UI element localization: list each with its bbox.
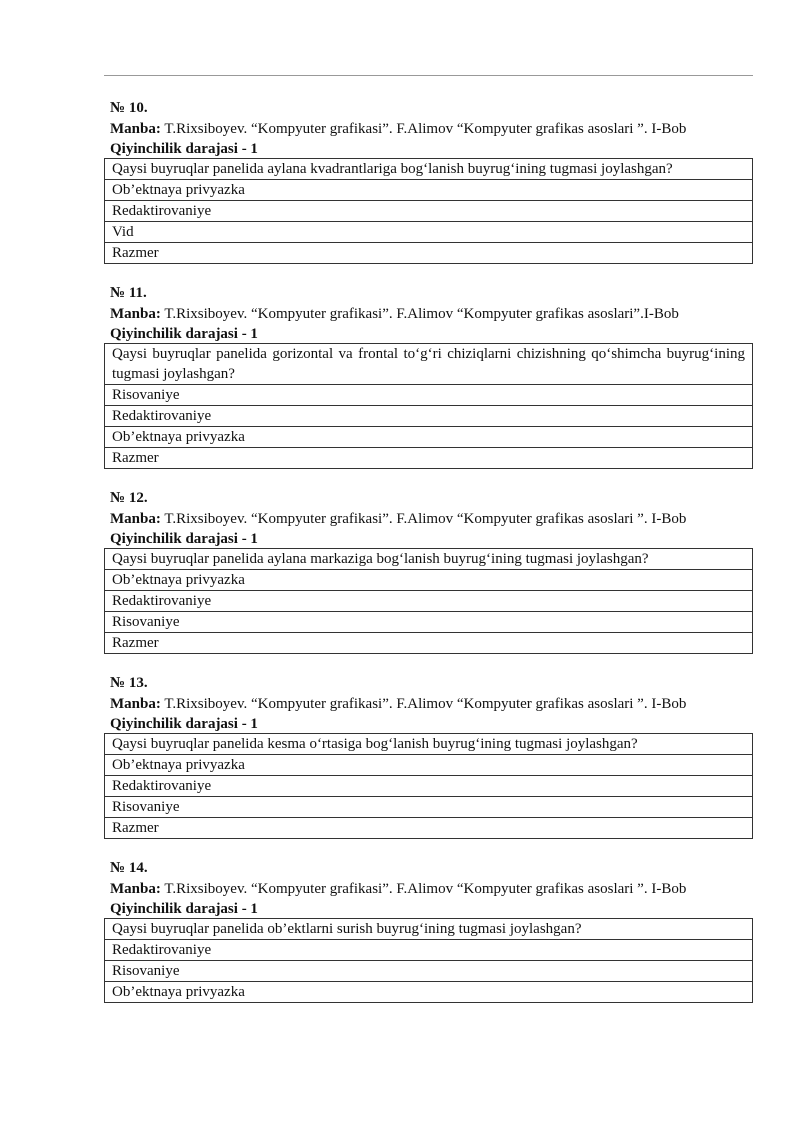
question-block xyxy=(110,672,753,839)
question-table xyxy=(104,733,753,839)
question-table xyxy=(104,918,753,1003)
question-row xyxy=(105,549,753,570)
answer-row xyxy=(105,570,753,591)
answer-row xyxy=(105,201,753,222)
source-text: T.Rixsiboyev. “Kompyuter grafikasi”. F.Alimov “Kompyuter grafikas asoslari”.I-Bob xyxy=(164,306,679,322)
question-row xyxy=(105,344,753,385)
question-source xyxy=(110,879,753,900)
answer-option: Ob’ektnaya privyazka xyxy=(105,427,753,448)
answer-option: Risovaniye xyxy=(105,961,753,982)
answer-row xyxy=(105,180,753,201)
question-table xyxy=(104,158,753,264)
question-row xyxy=(105,159,753,180)
question-number: № 14. xyxy=(110,860,148,876)
answer-row xyxy=(105,633,753,654)
answer-row xyxy=(105,818,753,839)
answer-row xyxy=(105,406,753,427)
question-source xyxy=(110,509,753,530)
answer-option: Ob’ektnaya privyazka xyxy=(105,180,753,201)
source-text: T.Rixsiboyev. “Kompyuter grafikasi”. F.Alimov “Kompyuter grafikas asoslari ”. I-Bob xyxy=(164,881,687,897)
answer-row xyxy=(105,940,753,961)
answer-row xyxy=(105,961,753,982)
answer-option: Ob’ektnaya privyazka xyxy=(105,755,753,776)
question-source xyxy=(110,304,753,325)
answer-row xyxy=(105,797,753,818)
answer-option: Redaktirovaniye xyxy=(105,406,753,427)
answer-row xyxy=(105,591,753,612)
source-text: T.Rixsiboyev. “Kompyuter grafikasi”. F.Alimov “Kompyuter grafikas asoslari ”. I-Bob xyxy=(164,121,687,137)
answer-option: Risovaniye xyxy=(105,385,753,406)
answer-option: Redaktirovaniye xyxy=(105,776,753,797)
question-number: № 10. xyxy=(110,100,148,116)
question-row xyxy=(105,919,753,940)
question-number: № 13. xyxy=(110,675,148,691)
answer-row xyxy=(105,776,753,797)
answer-option: Razmer xyxy=(105,243,753,264)
answer-row xyxy=(105,222,753,243)
answer-option: Razmer xyxy=(105,818,753,839)
question-table xyxy=(104,343,753,469)
answer-option: Risovaniye xyxy=(105,797,753,818)
source-label: Manba: xyxy=(110,121,161,137)
question-source xyxy=(110,119,753,140)
question-block xyxy=(110,282,753,469)
difficulty-level: Qiyinchilik darajasi - 1 xyxy=(110,716,258,732)
answer-row xyxy=(105,385,753,406)
question-table xyxy=(104,548,753,654)
difficulty-level: Qiyinchilik darajasi - 1 xyxy=(110,531,258,547)
answer-option: Redaktirovaniye xyxy=(105,591,753,612)
source-label: Manba: xyxy=(110,511,161,527)
answer-option: Razmer xyxy=(105,448,753,469)
difficulty-level: Qiyinchilik darajasi - 1 xyxy=(110,326,258,342)
answer-option: Vid xyxy=(105,222,753,243)
answer-option: Redaktirovaniye xyxy=(105,940,753,961)
answer-row xyxy=(105,755,753,776)
question-block xyxy=(110,487,753,654)
question-block xyxy=(110,97,753,264)
source-label: Manba: xyxy=(110,881,161,897)
answer-option: Ob’ektnaya privyazka xyxy=(105,570,753,591)
answer-option: Redaktirovaniye xyxy=(105,201,753,222)
answer-row xyxy=(105,448,753,469)
difficulty-level: Qiyinchilik darajasi - 1 xyxy=(110,901,258,917)
source-label: Manba: xyxy=(110,306,161,322)
question-number: № 11. xyxy=(110,285,147,301)
question-text: Qaysi buyruqlar panelida ob’ektlarni surish buyrug‘ining tugmasi joylashgan? xyxy=(105,919,753,940)
answer-option: Ob’ektnaya privyazka xyxy=(105,982,753,1003)
answer-option: Risovaniye xyxy=(105,612,753,633)
question-text: Qaysi buyruqlar panelida kesma o‘rtasiga bog‘lanish buyrug‘ining tugmasi joylashgan? xyxy=(105,734,753,755)
answer-row xyxy=(105,612,753,633)
answer-row xyxy=(105,427,753,448)
question-row xyxy=(105,734,753,755)
source-label: Manba: xyxy=(110,696,161,712)
question-block xyxy=(110,857,753,1003)
source-text: T.Rixsiboyev. “Kompyuter grafikasi”. F.Alimov “Kompyuter grafikas asoslari ”. I-Bob xyxy=(164,696,687,712)
source-text: T.Rixsiboyev. “Kompyuter grafikasi”. F.Alimov “Kompyuter grafikas asoslari ”. I-Bob xyxy=(164,511,687,527)
answer-row xyxy=(105,243,753,264)
answer-option: Razmer xyxy=(105,633,753,654)
question-source xyxy=(110,694,753,715)
header-rule xyxy=(104,75,753,76)
question-text: Qaysi buyruqlar panelida aylana kvadrantlariga bog‘lanish buyrug‘ining tugmasi joylashgan? xyxy=(105,159,753,180)
question-list xyxy=(110,97,753,1021)
difficulty-level: Qiyinchilik darajasi - 1 xyxy=(110,141,258,157)
question-number: № 12. xyxy=(110,490,148,506)
question-text: Qaysi buyruqlar panelida gorizontal va frontal to‘g‘ri chiziqlarni chizishning qo‘shimcha buyrug‘ining tugmasi joylashgan? xyxy=(105,344,753,385)
question-text: Qaysi buyruqlar panelida aylana markaziga bog‘lanish buyrug‘ining tugmasi joylashgan? xyxy=(105,549,753,570)
answer-row xyxy=(105,982,753,1003)
